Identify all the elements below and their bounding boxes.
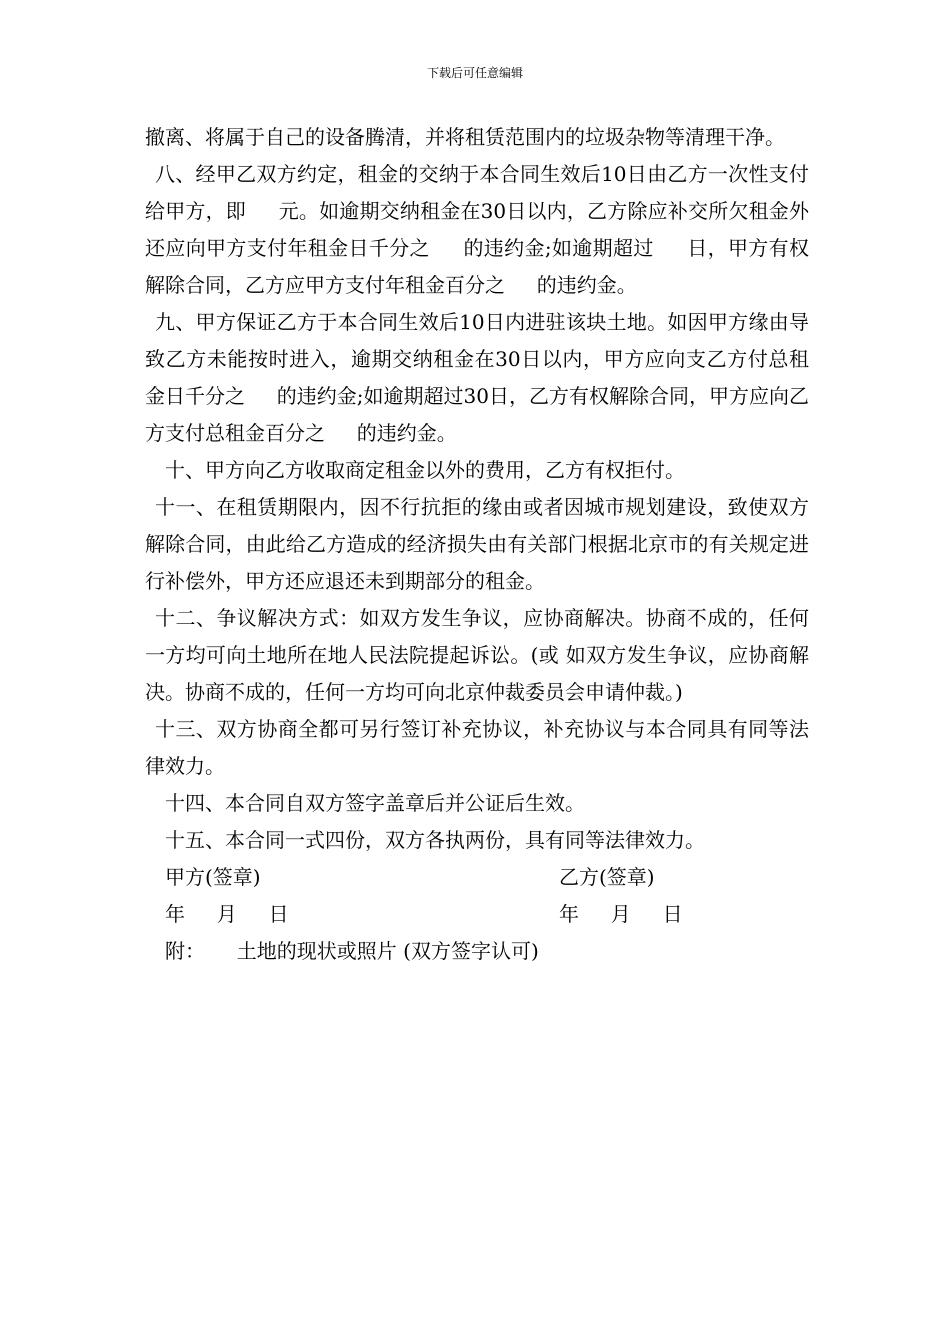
paragraph-continuation: 撤离、将属于自己的设备腾清，并将租赁范围内的垃圾杂物等清理干净。: [145, 125, 785, 149]
clause-12: 十二、争议解决方式：如双方发生争议，应协商解决。协商不成的，任何一方均可向土地所在地人民法院提起诉讼。(或 如双方发生争议，应协商解决。协商不成的，任何一方均可向北京仲裁委员会申请仲裁。): [145, 606, 809, 704]
attachment-note: 附： 土地的现状或照片 (双方签字认可): [165, 939, 539, 963]
document-body: [145, 119, 809, 970]
party-b-signature: 乙方(签章): [559, 865, 655, 889]
date-row: [145, 896, 809, 933]
party-b-date: 年 月 日: [559, 902, 683, 926]
clause-8: 八、经甲乙双方约定，租金的交纳于本合同生效后10日由乙方一次性支付给甲方，即 元。如逾期交纳租金在30日以内，乙方除应补交所欠租金外还应向甲方支付年租金日千分之 的违约金;如逾期超过 日，甲方有权解除合同，乙方应甲方支付年租金百分之 的违约金。: [145, 162, 809, 297]
party-a-date: 年 月 日: [165, 902, 289, 926]
clause-11: 十一、在租赁期限内，因不行抗拒的缘由或者因城市规划建设，致使双方解除合同，由此给乙方造成的经济损失由有关部门根据北京市的有关规定进行补偿外，甲方还应退还未到期部分的租金。: [145, 495, 809, 593]
signature-row: [145, 859, 809, 896]
page-header: 下载后可任意编辑: [426, 66, 523, 80]
party-a-signature: 甲方(签章): [165, 865, 261, 889]
clause-15: 十五、本合同一式四份，双方各执两份，具有同等法律效力。: [165, 828, 705, 852]
clause-14: 十四、本合同自双方签字盖章后并公证后生效。: [165, 791, 585, 815]
clause-13: 十三、双方协商全都可另行签订补充协议，补充协议与本合同具有同等法律效力。: [145, 717, 809, 778]
clause-9: 九、甲方保证乙方于本合同生效后10日内进驻该块土地。如因甲方缘由导致乙方未能按时进入，逾期交纳租金在30日以内，甲方应向支乙方付总租金日千分之 的违约金;如逾期超过30日，乙方有权解除合同，甲方应向乙方支付总租金百分之 的违约金。: [145, 310, 809, 445]
clause-10: 十、甲方向乙方收取商定租金以外的费用，乙方有权拒付。: [165, 458, 685, 482]
